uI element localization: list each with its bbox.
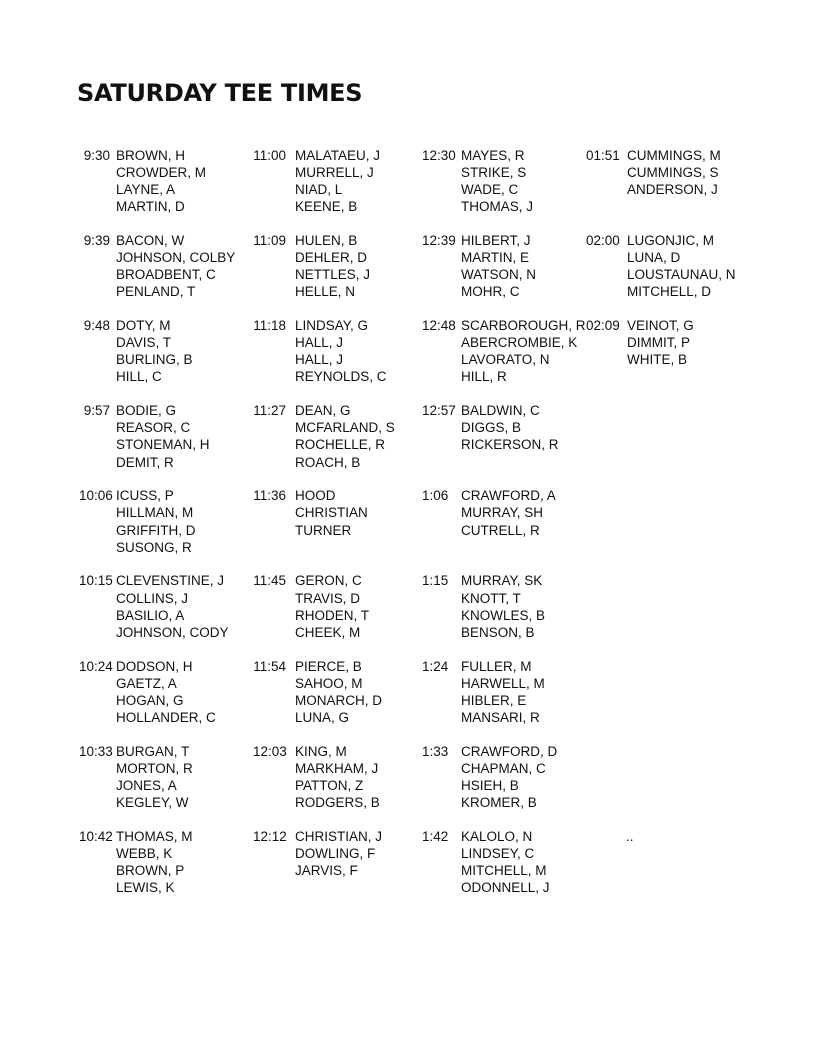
player-name: BENSON, B (461, 624, 535, 640)
player-name: BROWN, P (116, 862, 185, 878)
player-name: RICKERSON, R (461, 437, 559, 453)
tee-time-group (586, 487, 766, 572)
player-name: KEENE, B (295, 199, 358, 215)
player-name: MANSARI, R (461, 709, 540, 725)
tee-time: 12:03 (253, 743, 287, 759)
player-name: SUSONG, R (116, 539, 192, 555)
player-name: ODONNELL, J (461, 880, 550, 896)
player-name: TURNER (295, 522, 352, 538)
tee-time-group (253, 743, 433, 828)
player-name: GRIFFITH, D (116, 522, 196, 538)
player-name: THOMAS, J (461, 199, 534, 215)
tee-time-group (586, 147, 766, 232)
player-name: HULEN, B (295, 233, 358, 249)
tee-time: 10:42 (79, 828, 113, 844)
tee-time: 02:00 (586, 233, 620, 249)
tee-time: 9:48 (83, 318, 110, 334)
tee-time: 9:30 (83, 148, 110, 163)
player-name: CUMMINGS, S (627, 165, 719, 181)
player-list (461, 572, 545, 640)
player-name: VEINOT, G (627, 318, 694, 334)
player-name: CLEVENSTINE, J (116, 573, 225, 589)
player-list (627, 317, 694, 368)
page-title: SATURDAY TEE TIMES (77, 79, 363, 107)
player-name: JOHNSON, CODY (116, 624, 229, 640)
player-list (116, 317, 193, 385)
player-name: REYNOLDS, C (295, 369, 387, 385)
player-name: HILL, C (116, 369, 162, 385)
player-name: HALL, J (295, 352, 344, 368)
tee-time-group (586, 572, 766, 657)
player-name: LUNA, D (627, 250, 681, 266)
player-name: MARKHAM, J (295, 760, 379, 776)
player-name: HOGAN, G (116, 692, 184, 708)
tee-time: 10:33 (79, 743, 113, 759)
player-name: KROMER, B (461, 794, 537, 810)
player-name: LEWIS, K (116, 880, 175, 896)
player-list (295, 147, 380, 215)
player-name: STRIKE, S (461, 165, 527, 181)
player-name: JONES, A (116, 777, 177, 793)
tee-time-group (422, 487, 602, 572)
player-name: MALATAEU, J (295, 148, 381, 163)
player-name: MITCHELL, D (627, 284, 712, 300)
tee-time: 10:15 (79, 573, 113, 589)
player-name: FULLER, M (461, 658, 532, 674)
player-name: BROADBENT, C (116, 267, 216, 283)
player-name: CRAWFORD, A (461, 488, 556, 504)
player-list (116, 402, 210, 470)
player-name: MORTON, R (116, 760, 193, 776)
player-name: BURGAN, T (116, 743, 190, 759)
player-list (461, 147, 533, 215)
player-name: DAVIS, T (116, 335, 172, 351)
player-list (461, 828, 550, 896)
player-name: DEAN, G (295, 403, 351, 419)
tee-time-group (253, 402, 433, 487)
player-list (627, 232, 736, 300)
player-name: CHRISTIAN (295, 505, 368, 521)
player-list (295, 828, 382, 879)
player-name: MOHR, C (461, 284, 520, 300)
player-list (116, 572, 229, 640)
player-name: TRAVIS, D (295, 590, 361, 606)
player-name: STONEMAN, H (116, 437, 210, 453)
tee-time-group (253, 572, 433, 657)
player-name: JARVIS, F (295, 862, 358, 878)
tee-time-group (422, 232, 602, 317)
player-list (461, 232, 536, 300)
player-name: HARWELL, M (461, 675, 545, 691)
tee-time: 10:06 (79, 488, 113, 504)
tee-time-group (79, 317, 259, 402)
player-name: HIBLER, E (461, 692, 527, 708)
player-list (116, 828, 193, 896)
tee-time-group (79, 487, 259, 572)
player-name: ICUSS, P (116, 488, 174, 504)
player-name: WHITE, B (627, 352, 687, 368)
player-name: NIAD, L (295, 182, 343, 198)
player-name: PIERCE, B (295, 658, 362, 674)
player-name: LAVORATO, N (461, 352, 550, 368)
player-name: LAYNE, A (116, 182, 176, 198)
tee-time: 02:09 (586, 318, 620, 334)
player-list (116, 232, 235, 300)
player-name: DOWLING, F (295, 845, 376, 861)
player-name: CHRISTIAN, J (295, 828, 383, 844)
player-name: PATTON, Z (295, 777, 364, 793)
player-name: MURRAY, SK (461, 573, 543, 589)
player-name: MARTIN, E (461, 250, 530, 266)
tee-time-group (253, 232, 433, 317)
player-name: WATSON, N (461, 267, 536, 283)
tee-time-group (422, 658, 602, 743)
player-name: WEBB, K (116, 845, 173, 861)
player-name: CRAWFORD, D (461, 743, 558, 759)
tee-time-column-2 (253, 147, 433, 913)
player-name: DIMMIT, P (627, 335, 690, 351)
player-name: LINDSEY, C (461, 845, 535, 861)
player-name: HELLE, N (295, 284, 356, 300)
player-name: DEHLER, D (295, 250, 368, 266)
player-name: MARTIN, D (116, 199, 185, 215)
player-name: MONARCH, D (295, 692, 382, 708)
tee-time-group (253, 317, 433, 402)
player-name: CUTRELL, R (461, 522, 540, 538)
player-name: HILL, R (461, 369, 507, 385)
player-name: KNOWLES, B (461, 607, 546, 623)
player-name: HSIEH, B (461, 777, 519, 793)
tee-time: 1:06 (422, 488, 449, 504)
tee-time-group (586, 828, 766, 913)
player-name: LUGONJIC, M (627, 233, 715, 249)
player-name: MURRAY, SH (461, 505, 544, 521)
tee-time-group (586, 658, 766, 743)
player-name: RODGERS, B (295, 794, 380, 810)
tee-time-group (422, 743, 602, 828)
player-name: BALDWIN, C (461, 403, 540, 419)
player-list (116, 147, 206, 215)
tee-time: 11:27 (253, 403, 286, 419)
tee-time-group (79, 147, 259, 232)
player-list (295, 487, 368, 538)
player-name: NETTLES, J (295, 267, 371, 283)
tee-time: 01:51 (586, 148, 620, 163)
player-name: GAETZ, A (116, 675, 177, 691)
player-list (295, 743, 380, 811)
player-name: HILLMAN, M (116, 505, 194, 521)
player-name: HALL, J (295, 335, 344, 351)
player-list (116, 658, 216, 726)
player-name: MCFARLAND, S (295, 420, 395, 436)
tee-time: 12:12 (253, 828, 287, 844)
player-name: COLLINS, J (116, 590, 189, 606)
player-name: JOHNSON, COLBY (116, 250, 236, 266)
tee-time-group (253, 658, 433, 743)
tee-time-group (586, 402, 766, 487)
player-list (295, 232, 370, 300)
player-name: RHODEN, T (295, 607, 370, 623)
player-name: ABERCROMBIE, K (461, 335, 578, 351)
player-name: KALOLO, N (461, 828, 533, 844)
tee-time-group (253, 147, 433, 232)
player-name: HOLLANDER, C (116, 709, 216, 725)
tee-time: 11:18 (253, 318, 286, 334)
tee-time-group (79, 828, 259, 913)
player-name: WADE, C (461, 182, 519, 198)
player-name: HILBERT, J (461, 233, 531, 249)
tee-time: 9:39 (83, 233, 110, 249)
tee-time: 12:39 (422, 233, 456, 249)
player-name: CROWDER, M (116, 165, 206, 181)
player-name: THOMAS, M (116, 828, 193, 844)
player-name: ROACH, B (295, 454, 361, 470)
tee-time-group (79, 572, 259, 657)
player-name: ROCHELLE, R (295, 437, 386, 453)
tee-time-group (79, 658, 259, 743)
tee-time: 11:54 (253, 658, 286, 674)
player-name: MITCHELL, M (461, 862, 547, 878)
tee-time: 11:09 (253, 233, 286, 249)
tee-time-group (422, 147, 602, 232)
tee-time-column-3 (422, 147, 602, 913)
tee-time-group (422, 572, 602, 657)
player-name: KING, M (295, 743, 347, 759)
tee-time-group (586, 232, 766, 317)
player-name: BROWN, H (116, 148, 185, 163)
tee-time: 12:30 (422, 148, 456, 163)
player-name: CUMMINGS, M (627, 148, 721, 163)
tee-time-column-1 (79, 147, 259, 913)
player-name: CHEEK, M (295, 624, 361, 640)
tee-time-group (586, 743, 766, 828)
player-name: GERON, C (295, 573, 362, 589)
player-name: BURLING, B (116, 352, 193, 368)
player-name: BODIE, G (116, 403, 177, 419)
tee-time: 11:45 (253, 573, 286, 589)
tee-time-group (586, 317, 766, 402)
tee-time: 10:24 (79, 658, 113, 674)
tee-time-group (79, 232, 259, 317)
player-list (116, 743, 193, 811)
player-list (295, 317, 387, 385)
tee-time-group (79, 743, 259, 828)
player-list (116, 487, 196, 555)
tee-time: 1:24 (422, 658, 449, 674)
player-name: LUNA, G (295, 709, 350, 725)
tee-time-group (422, 402, 602, 487)
tee-time: 12:48 (422, 318, 456, 334)
tee-time: 1:15 (422, 573, 449, 589)
tee-time: 12:57 (422, 403, 456, 419)
tee-time-group (79, 402, 259, 487)
player-name: KNOTT, T (461, 590, 521, 606)
player-name: DEMIT, R (116, 454, 174, 470)
player-name: DIGGS, B (461, 420, 522, 436)
player-list (461, 743, 557, 811)
tee-time: 1:42 (422, 828, 449, 844)
tee-time: .. (626, 828, 634, 844)
tee-time-group (422, 317, 602, 402)
player-list (461, 402, 559, 453)
player-name: LOUSTAUNAU, N (627, 267, 736, 283)
player-name: BACON, W (116, 233, 185, 249)
player-list (461, 658, 545, 726)
player-list (295, 658, 382, 726)
player-list (461, 487, 556, 538)
player-name: ANDERSON, J (627, 182, 718, 198)
player-name: DOTY, M (116, 318, 171, 334)
tee-time-group (253, 487, 433, 572)
player-name: SAHOO, M (295, 675, 363, 691)
tee-time: 9:57 (83, 403, 110, 419)
tee-time-group (422, 828, 602, 913)
player-name: KEGLEY, W (116, 794, 189, 810)
tee-time-column-4 (586, 147, 766, 913)
tee-time: 11:00 (253, 148, 286, 163)
player-list (627, 147, 721, 198)
player-name: PENLAND, T (116, 284, 196, 300)
tee-time: 1:33 (422, 743, 449, 759)
player-name: MURRELL, J (295, 165, 374, 181)
player-list (295, 572, 369, 640)
player-name: HOOD (295, 488, 336, 504)
player-name: MAYES, R (461, 148, 525, 163)
player-list (295, 402, 395, 470)
player-list (461, 317, 586, 385)
tee-time: 11:36 (253, 488, 286, 504)
player-name: LINDSAY, G (295, 318, 369, 334)
player-name: CHAPMAN, C (461, 760, 546, 776)
player-name: DODSON, H (116, 658, 193, 674)
tee-time-group (253, 828, 433, 913)
player-name: BASILIO, A (116, 607, 185, 623)
player-name: REASOR, C (116, 420, 191, 436)
player-name: SCARBOROUGH, R (461, 318, 586, 334)
